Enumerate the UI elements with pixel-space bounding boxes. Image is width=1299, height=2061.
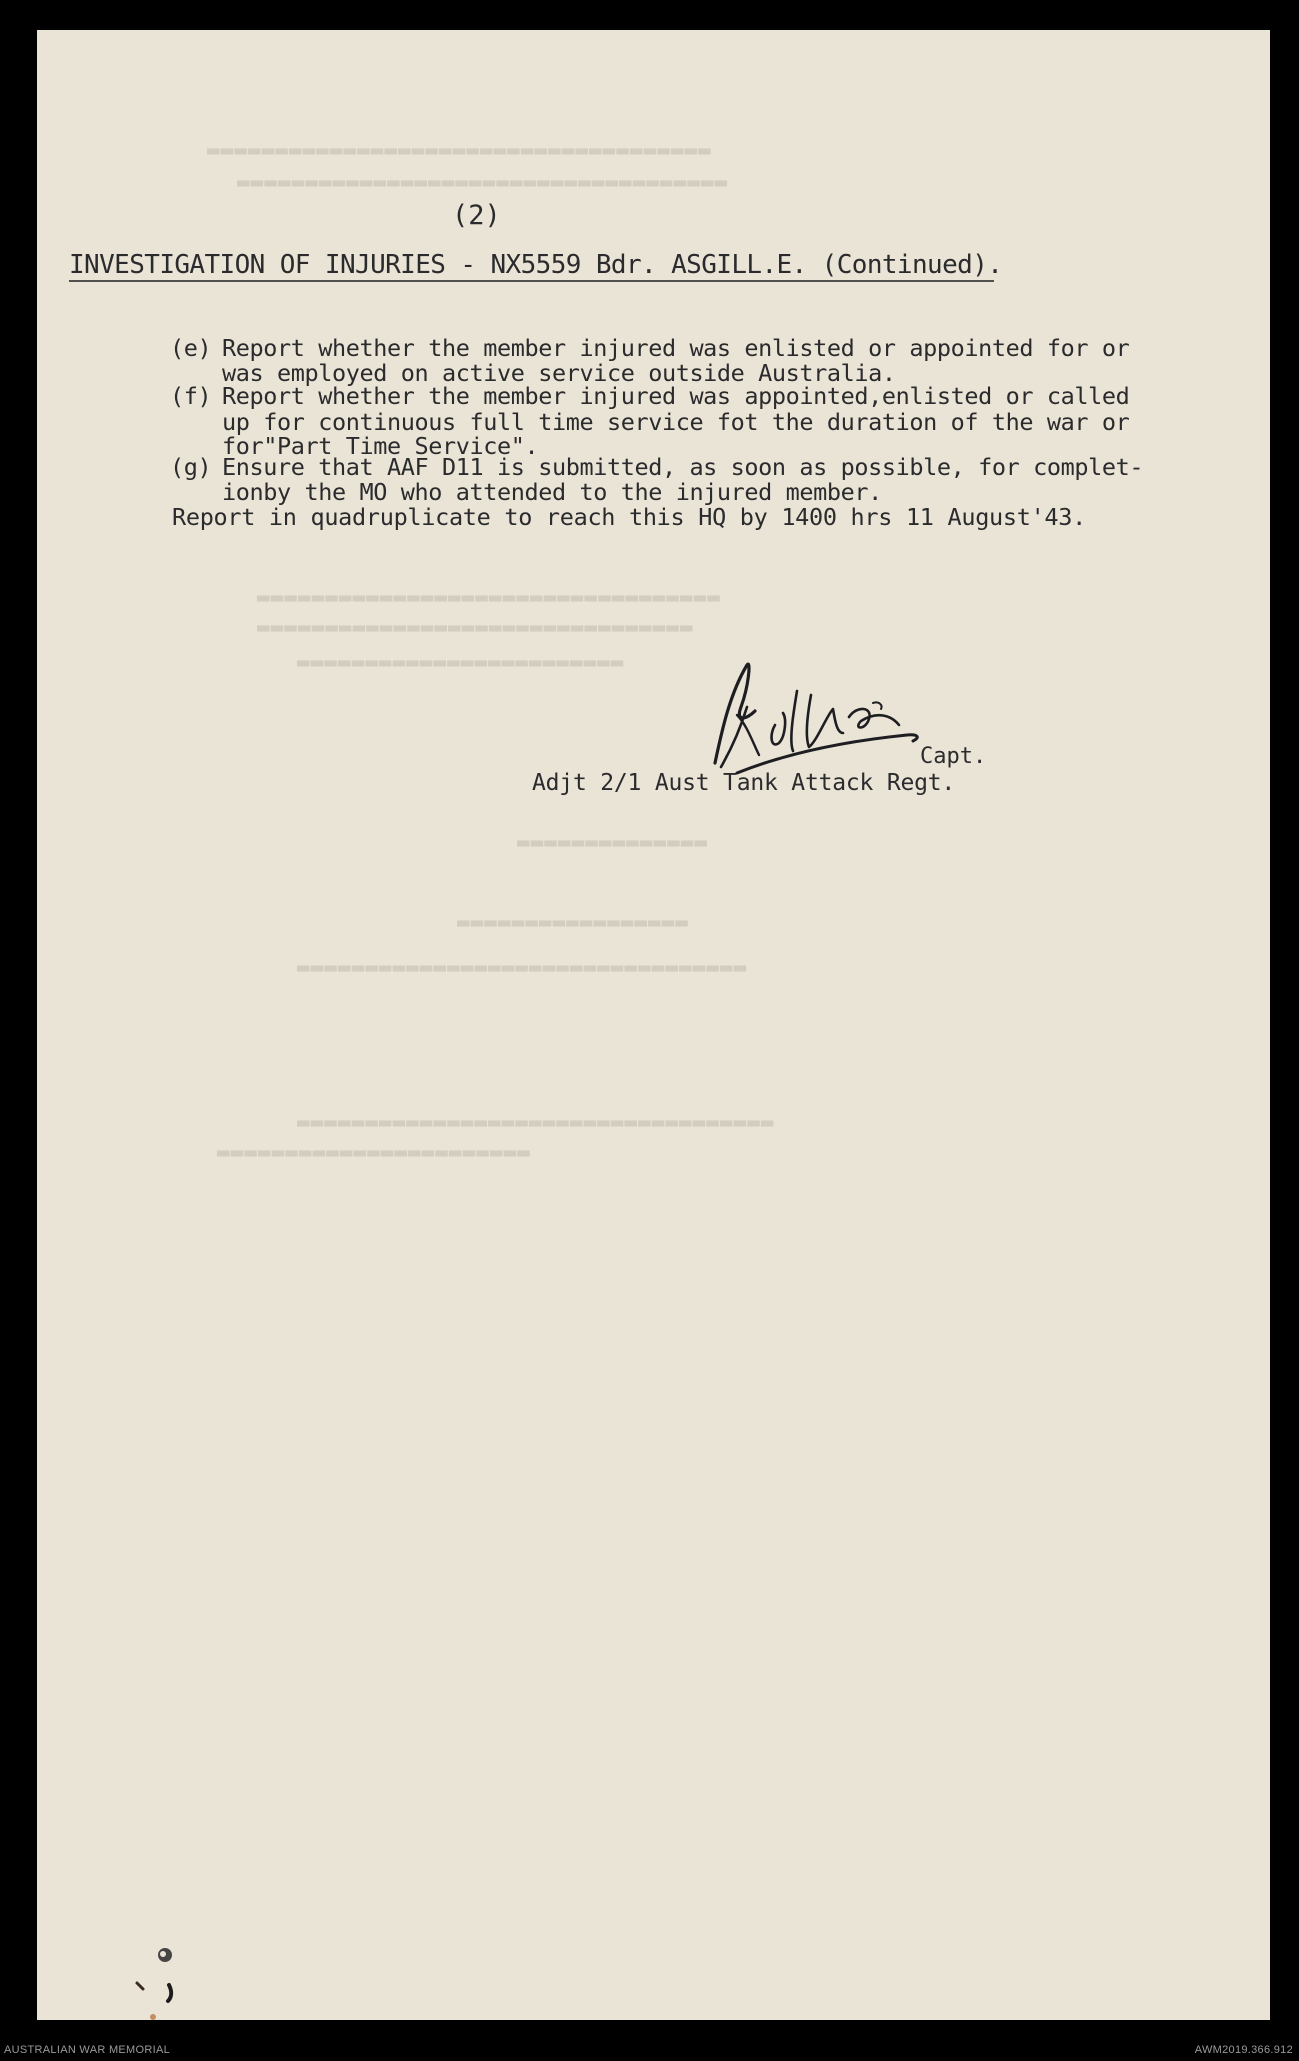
item-line: Report whether the member injured was enlisted or appointed for or <box>222 334 1130 362</box>
footer-accession-number: AWM2019.366.912 <box>1194 2044 1293 2056</box>
report-instruction: Report in quadruplicate to reach this HQ by 1400 hrs 11 August'43. <box>172 503 1086 531</box>
item-line: up for continuous full time service fot the duration of the war or <box>222 408 1130 436</box>
bleed-through-text: ▬▬▬▬▬▬▬▬▬▬▬▬▬▬▬▬▬ <box>457 910 689 934</box>
item-line: ionby the MO who attended to the injured member. <box>222 478 882 506</box>
item-letter: (e) <box>170 334 212 362</box>
document-page <box>37 30 1270 2020</box>
item-line: for"Part Time Service". <box>222 432 539 460</box>
document-heading: INVESTIGATION OF INJURIES - NX5559 Bdr. ASGILL.E. (Continued). <box>69 250 1003 280</box>
bleed-through-text: ▬▬▬▬▬▬▬▬▬▬▬▬▬▬▬▬▬▬▬▬▬▬▬▬▬▬▬▬▬▬▬▬ <box>257 615 694 639</box>
bleed-through-text: ▬▬▬▬▬▬▬▬▬▬▬▬▬▬▬▬▬▬▬▬▬▬▬▬▬▬▬▬▬▬▬▬▬ <box>297 955 748 979</box>
item-line: was employed on active service outside Australia. <box>222 359 896 387</box>
bleed-through-text: ▬▬▬▬▬▬▬▬▬▬▬▬▬▬▬▬▬▬▬▬▬▬▬▬▬▬▬▬▬▬▬▬▬▬▬ <box>297 1110 775 1134</box>
footer-institution: AUSTRALIAN WAR MEMORIAL <box>4 2044 171 2056</box>
list-item <box>170 382 1129 460</box>
bleed-through-text: ▬▬▬▬▬▬▬▬▬▬▬▬▬▬▬▬▬▬▬▬▬▬▬▬▬▬▬▬▬▬▬▬▬▬ <box>257 585 721 609</box>
pin-hole-marks <box>117 1935 187 2020</box>
item-line: Report whether the member injured was appointed,enlisted or called <box>222 382 1130 410</box>
item-letter: (g) <box>170 453 212 481</box>
item-letter: (f) <box>170 382 212 410</box>
list-item <box>170 334 1129 387</box>
list-item <box>170 453 1143 506</box>
signatory-rank: Capt. <box>920 744 987 769</box>
bleed-through-text: ▬▬▬▬▬▬▬▬▬▬▬▬▬▬▬▬▬▬▬▬▬▬▬▬▬▬▬▬▬▬▬▬▬▬▬▬▬ <box>207 138 712 162</box>
bleed-through-text: ▬▬▬▬▬▬▬▬▬▬▬▬▬▬ <box>517 830 709 854</box>
page-number: (2) <box>452 200 501 231</box>
bleed-through-text: ▬▬▬▬▬▬▬▬▬▬▬▬▬▬▬▬▬▬▬▬▬▬▬▬ <box>297 650 625 674</box>
signatory-appointment: Adjt 2/1 Aust Tank Attack Regt. <box>532 770 956 796</box>
bleed-through-text: ▬▬▬▬▬▬▬▬▬▬▬▬▬▬▬▬▬▬▬▬▬▬▬▬▬▬▬▬▬▬▬▬▬▬▬▬ <box>237 170 729 194</box>
heading-underline <box>69 280 994 282</box>
item-line: Ensure that AAF D11 is submitted, as soon as possible, for complet- <box>222 453 1144 481</box>
bleed-through-text: ▬▬▬▬▬▬▬▬▬▬▬▬▬▬▬▬▬▬▬▬▬▬▬ <box>217 1140 531 1164</box>
